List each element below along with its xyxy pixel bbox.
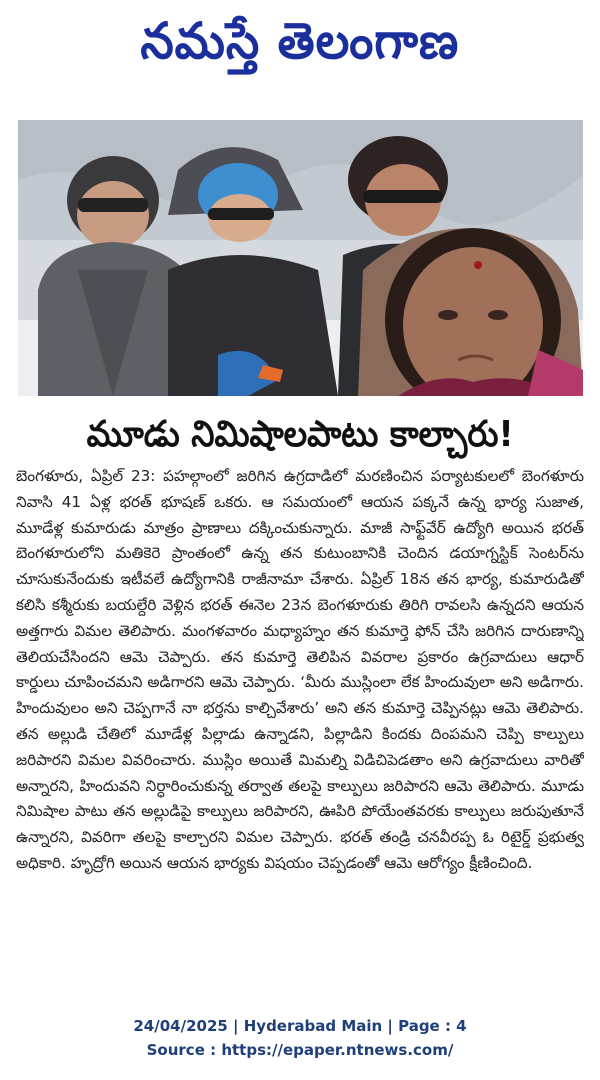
headline-text: మూడు నిమిషాలపాటు కాల్చారు! xyxy=(86,414,514,455)
source-link[interactable]: Source : https://epaper.ntnews.com/ xyxy=(146,1041,454,1059)
page-footer xyxy=(0,1014,600,1062)
masthead xyxy=(0,6,600,78)
headline xyxy=(0,408,600,462)
article-paragraph: బెంగళూరు, ఏప్రిల్ 23: పహల్గాంలో జరిగిన ఉగ్రదాడిలో మరణించిన పర్యాటకులలో బెంగళూరు నివాసి 41 ఏళ్ల భరత్ భూషణ్ ఒకరు. ఆ సమయంలో ఆయన పక్కనే ఉన్న భార్య సుజాత, మూడేళ్ల కుమారుడు మాత్రం ప్రాణాలు దక్కించుకున్నారు. మాజీ సాఫ్ట్‌వేర్ ఉద్యోగి అయిన భరత్ బెంగళూరులోని మతికెరె ప్రాంతంలో ఉన్న తన కుటుంబానికి చెందిన డయాగ్నస్టిక్ సెంటర్‌ను చూసుకునేందుకు ఇటీవలే ఉద్యోగానికి రాజీనామా చేశారు. ఏప్రిల్ 18న తన భార్య, కుమారుడితో కలిసి కశ్మీరుకు బయల్దేరి వెళ్లిన భరత్ ఈనెల 23న బెంగళూరుకు తిరిగి రావలసి ఉన్నదని ఆయన అత్తగారు విమల తెలిపారు. మంగళవారం మధ్యాహ్నం తన కుమార్తె ఫోన్ చేసి జరిగిన దారుణాన్ని తెలియచేసిందని ఆమె చెప్పారు. తన కుమార్తె తెలిపిన వివరాల ప్రకారం ఉగ్రవాదులు ఆధార్ కార్డులు చూపించమని అడిగారని ఆమె చెప్పారు. ‘మీరు ముస్లింలా లేక హిందువులా అని అడిగారు. హిందువులం అని చెప్పగానే నా భర్తను కాల్చివేశారు’ అని తన కుమార్తె చెప్పినట్లు ఆమె తెలిపారు. తన అల్లుడి చేతిలో మూడేళ్ల పిల్లాడు ఉన్నాడని, పిల్లాడిని కిందకు దింపమని చెప్పి కాల్పులు జరిపారని విమల వివరించారు. ముస్లిం అయితే మిమల్ని విడిచిపెడతాం అని ఉగ్రవాదులు వారితో అన్నారని, హిందువని నిర్ధారించుకున్న తర్వాత తలపై కాల్పులు జరిపారని ఆమె తెలిపారు. మూడు నిమిషాల పాటు తన అల్లుడిపై కాల్పులు జరిపారని, ఊపిరి పోయేంతవరకు కాల్పులు జరుపుతూనే ఉన్నారని, వివరిగా తలపై కాల్చారని విమల చెప్పారు. భరత్ తండ్రి చనవీరప్ప ఓ రిటైర్డ్ ప్రభుత్వ అధికారి. హృద్రోగి అయిన ఆయన భార్యకు విషయం చెప్పడంతో ఆమె ఆరోగ్యం క్షీణించింది. xyxy=(16,467,584,872)
newspaper-title: నమస్తే తెలంగాణ xyxy=(140,12,460,70)
article-photo xyxy=(18,120,583,396)
edition-info: 24/04/2025 | Hyderabad Main | Page : 4 xyxy=(133,1017,467,1035)
article-body xyxy=(16,464,584,994)
family-photo-illustration xyxy=(18,120,583,396)
